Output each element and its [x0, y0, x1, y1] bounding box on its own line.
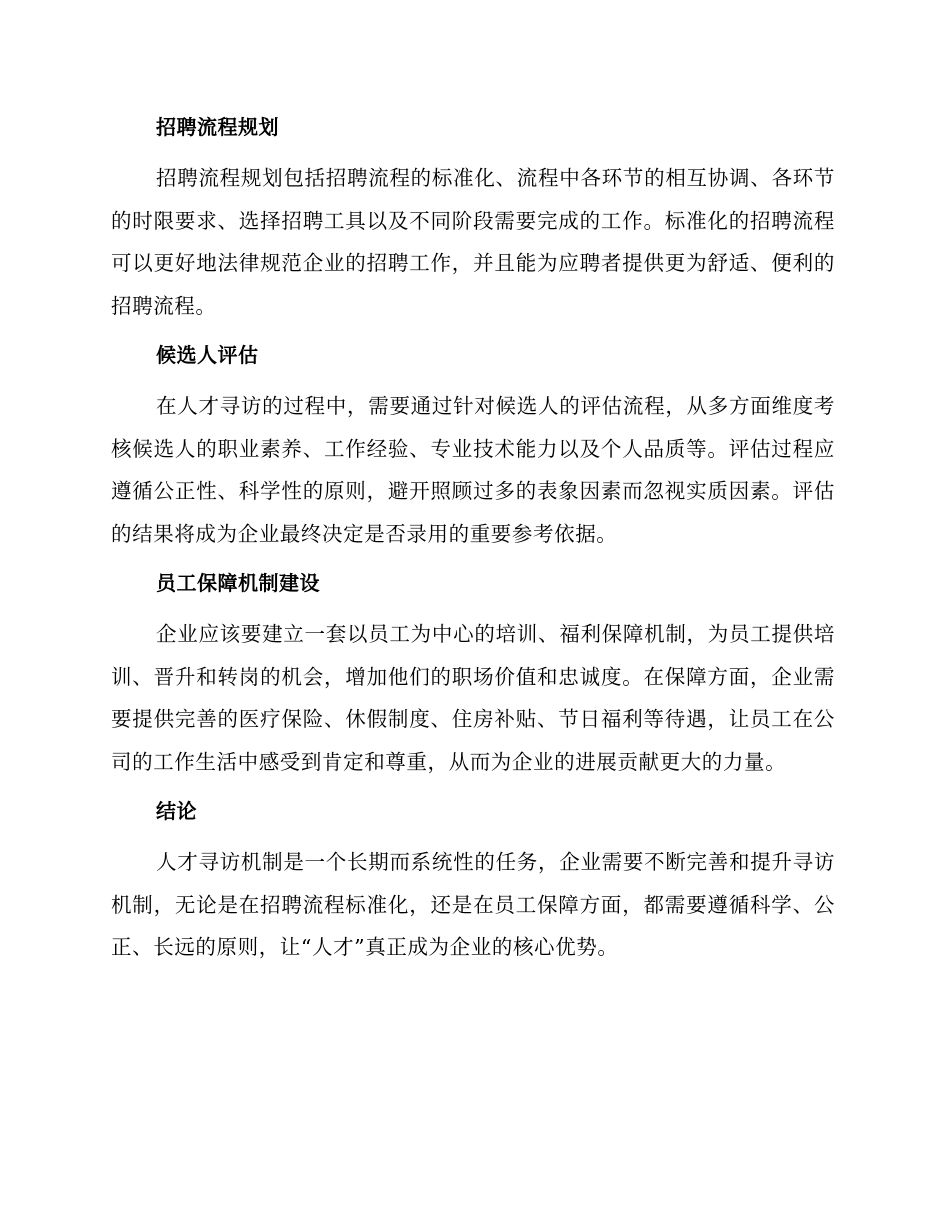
section-body-recruitment-process: 招聘流程规划包括招聘流程的标准化、流程中各环节的相互协调、各环节的时限要求、选择招聘工具以及不同阶段需要完成的工作。标准化的招聘流程可以更好地法律规范企业的招聘工作，并且能为应聘者提供更为舒适、便利的招聘流程。 [111, 166, 835, 318]
section-body-candidate-evaluation: 在人才寻访的过程中，需要通过针对候选人的评估流程，从多方面维度考核候选人的职业素养、工作经验、专业技术能力以及个人品质等。评估过程应遵循公正性、科学性的原则，避开照顾过多的表象因素而忽视实质因素。评估的结果将成为企业最终决定是否录用的重要参考依据。 [111, 394, 835, 546]
section-body-conclusion: 人才寻访机制是一个长期而系统性的任务，企业需要不断完善和提升寻访机制，无论是在招聘流程标准化，还是在员工保障方面，都需要遵循科学、公正、长远的原则，让“人才”真正成为企业的核心优势。 [111, 850, 835, 959]
document-page [111, 107, 835, 969]
section-heading-conclusion: 结论 [156, 799, 197, 823]
section-heading-candidate-evaluation: 候选人评估 [156, 343, 259, 367]
section-body-employee-protection: 企业应该要建立一套以员工为中心的培训、福利保障机制，为员工提供培训、晋升和转岗的机会，增加他们的职场价值和忠诚度。在保障方面，企业需要提供完善的医疗保险、休假制度、住房补贴、节日福利等待遇，让员工在公司的工作生活中感受到肯定和尊重，从而为企业的进展贡献更大的力量。 [111, 622, 835, 774]
section-heading-employee-protection: 员工保障机制建设 [156, 571, 320, 595]
section-heading-recruitment-process: 招聘流程规划 [156, 115, 279, 139]
